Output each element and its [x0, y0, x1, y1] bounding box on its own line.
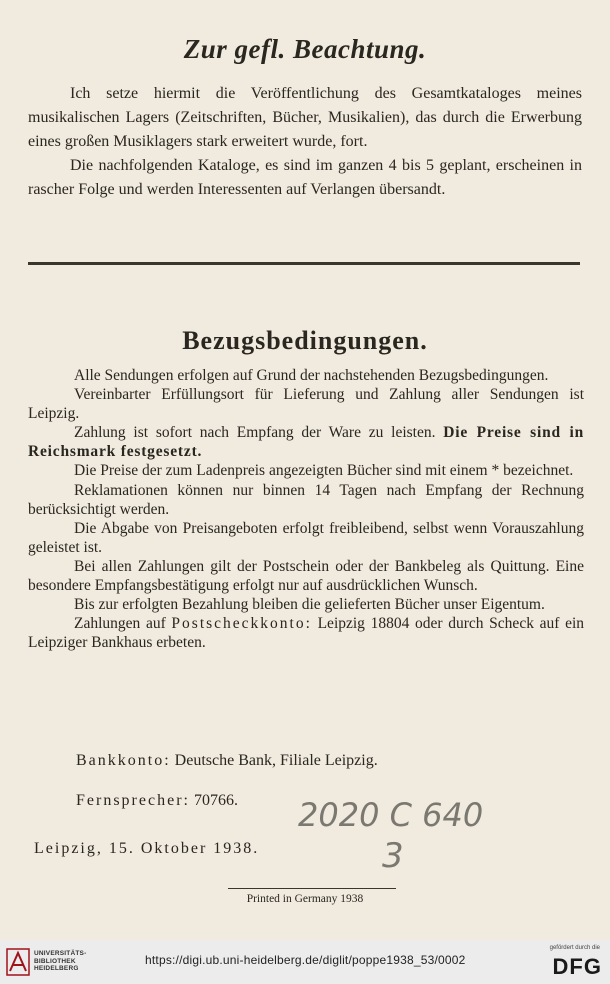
- condition-7: Bei allen Zahlungen gilt der Postschein oder der Bankbeleg als Quittung. Eine besondere Empfangsbestätigung erfolgt nur auf ausdrücklichen Wunsch.: [28, 557, 584, 595]
- conditions-title: Bezugsbedingungen.: [182, 326, 428, 355]
- permalink-url[interactable]: https://digi.ub.uni-heidelberg.de/diglit/poppe1938_53/0002: [145, 953, 466, 967]
- funding-note: gefördert durch die: [549, 945, 600, 951]
- bank-value: Deutsche Bank, Filiale Leipzig.: [174, 752, 378, 769]
- notice-title: Zur gefl. Beachtung.: [183, 34, 427, 64]
- library-name: UNIVERSITÄTS- BIBLIOTHEK HEIDELBERG: [34, 950, 87, 972]
- postscheck-label: Postscheckkonto:: [171, 615, 312, 633]
- condition-9: [28, 614, 584, 652]
- place-date-line: Leipzig, 15. Oktober 1938.: [34, 840, 260, 857]
- condition-4: Die Preise der zum Ladenpreis angezeigten Bücher sind mit einem * bezeichnet.: [74, 462, 574, 480]
- notice-paragraph-1: Ich setze hiermit die Veröffentlichung des Gesamtkataloges meines musikalischen Lagers (Zeitschriften, Bücher, Musikalien), das durch die Erwerbung eines großen Musiklagers stark erweitert wurde, fort.: [28, 85, 582, 150]
- condition-6: Die Abgabe von Preisangeboten erfolgt freibleibend, selbst wenn Vorauszahlung geleistet ist.: [28, 519, 584, 556]
- condition-9-rest: Leipzig 18804 oder durch Scheck auf ein Leipziger Bankhaus erbeten.: [28, 615, 585, 652]
- bank-label: Bankkonto:: [76, 752, 171, 769]
- condition-3-text: Zahlung ist sofort nach Empfang der Ware zu leisten.: [74, 424, 436, 442]
- phone-value: 70766.: [193, 792, 238, 809]
- condition-1: Alle Sendungen erfolgen auf Grund der nachstehenden Bezugsbedingungen.: [74, 367, 549, 384]
- printed-in-germany: Printed in Germany 1938: [246, 893, 364, 905]
- printed-divider: [228, 888, 396, 889]
- condition-2: Vereinbarter Erfüllungsort für Lieferung und Zahlung aller Sendungen ist Leipzig.: [28, 386, 584, 423]
- condition-3-bold: Die Preise sind in Reichsmark festgesetzt.: [28, 424, 585, 461]
- dfg-logo: DFG: [552, 954, 602, 979]
- university-library-logo-icon: [6, 947, 30, 977]
- section-divider: [28, 262, 580, 265]
- handwritten-shelfmark: 2020 C 640: [298, 796, 484, 834]
- handwritten-volume-number: 3: [382, 836, 404, 876]
- phone-label: Fernsprecher:: [76, 792, 190, 809]
- conditions-list: [28, 366, 584, 652]
- phone-line: [76, 792, 238, 810]
- condition-5: Reklamationen können nur binnen 14 Tagen nach Empfang der Rechnung berücksichtigt werden.: [28, 481, 584, 518]
- viewer-footer: [0, 940, 610, 984]
- condition-3: [28, 423, 584, 461]
- condition-9-prefix: Zahlungen auf: [74, 615, 166, 633]
- condition-8: Bis zur erfolgten Bezahlung bleiben die gelieferten Bücher unser Eigentum.: [74, 596, 545, 614]
- notice-paragraph-2: Die nachfolgenden Kataloge, es sind im ganzen 4 bis 5 geplant, erscheinen in rascher Folge und werden Interessenten auf Verlangen übersandt.: [28, 157, 582, 198]
- bank-line: [76, 752, 378, 770]
